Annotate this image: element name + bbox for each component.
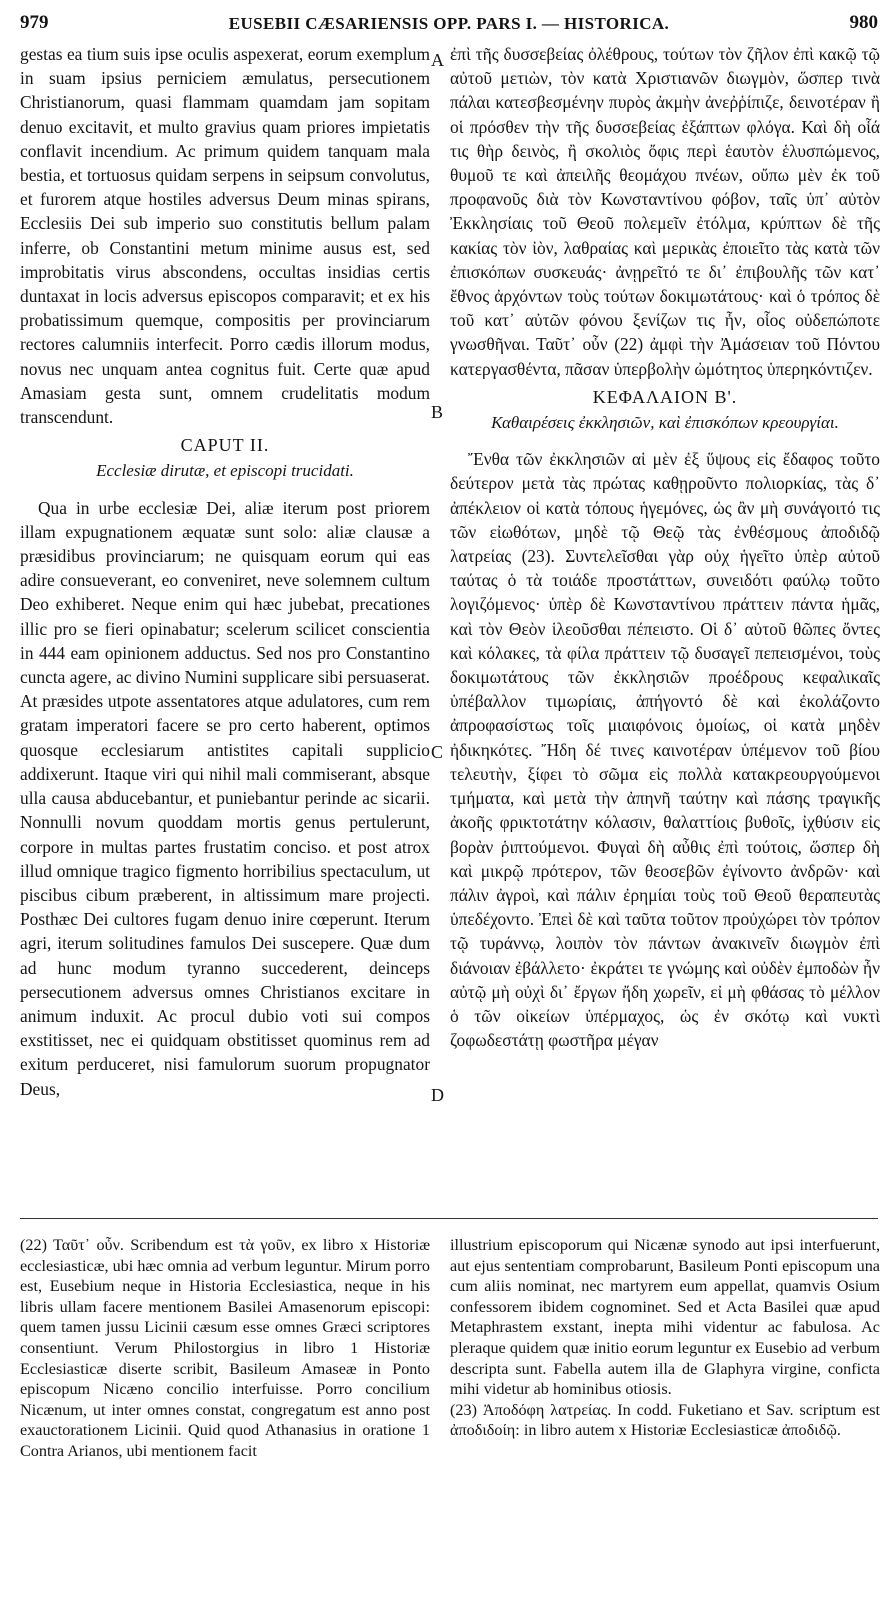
latin-chapter-subtitle: Ecclesiæ dirutæ, et episcopi trucidati. — [96, 461, 354, 481]
greek-paragraph: Ἔνθα τῶν ἐκκλησιῶν αἱ μὲν ἐξ ὕψους εἰς ἔδαφος τοῦτο δεύτερον μετὰ τὰς πρώτας καθῃροῦντο πολιορκίας, τὰς δ᾿ ἀπέκλειον οἱ κατὰ τόπους ἡγεμόνες, ὡς ἂν μὴ συνάγοιτό τις τῶν εἰωθότων, μηδὲ τῷ Θεῷ τὰς ἐνθέσμους ἀποδιδῷ λατρείας (23). Συντελεῖσθαι γὰρ οὐχ ἡγεῖτο ὑπὲρ αὐτοῦ ταύτας ὁ τὰ τοιάδε προστάττων, συνειδότι φαύλῳ τοῦτο λογιζόμενος· ὑπὲρ δὲ Κωνσταντίνου πράττειν πάντα ἡμᾶς, καὶ τὸν Θεὸν ἱλεοῦσθαι πέπειστο. Οἱ δ᾿ αὐτοῦ θῶπες ὄντες καὶ κόλακες, τὰ φίλα πράττειν τῷ δυσαγεῖ πεπεισμένοι, τοὺς δοκιμωτάτους τῶν ἐκκλησιῶν προέδρους κεφαλικαῖς ὑπέβαλλον τιμωρίαις, ἀπήγοντό δὲ καὶ ἐκολάζοντο ἀπροφασίστως τοῖς μιαιφόνοις ὁμοίως, οἱ κατὰ μηδὲν ἠδικηκότες. Ἤδη δέ τινες καινοτέραν ὑπέμενον τοῦ βίου τελευτὴν, ξίφει τὸ σῶμα εἰς πολλὰ κατακρεουργούμενοι τμήματα, καὶ μετὰ τὴν ἀπηνῆ ταύτην καὶ πάσης τραγικῆς ἀκοῆς φρικτοτάτην κόλασιν, θαλαττίοις βυθοῖς, ἰχθύσιν εἰς βορὰν ῥιπτούμενοι. Φυγαὶ δὴ αὖθις ἐπὶ τούτοις, ὥσπερ δὴ καὶ μικρῷ πρότερον, τῶν θεοσεβῶν ἐγίνοντο ἀνδρῶν· καὶ πάλιν ἀγροὶ, καὶ πάλιν ἐρημίαι τοὺς τοῦ Θεοῦ θεραπευτὰς ὑπεδέχοντο. Ἐπεὶ δὲ καὶ ταῦτα τοῦτον προὐχώρει τὸν τρόπον τῷ τυράννῳ, λοιπὸν τὸν πάντων ἀνακινεῖν διωγμὸν ἐπὶ διάνοιαν ἐβάλλετο· ἐκράτει τε γνώμης καὶ οὐδὲν ἐμποδὼν ἦν αὐτῷ μὴ οὐχὶ δι᾿ ἔργων ἤδη χωρεῖν, εἰ μὴ φθάσας τὸ μέλλον ὁ τῶν οἰκείων ὑπέρμαχος, ὡς ἐν σκότῳ καὶ νυκτὶ ζοφωδεστάτῃ φωστῆρα μέγαν — [450, 449, 880, 1051]
footnotes-left — [20, 1235, 430, 1462]
latin-column — [20, 42, 430, 1101]
latin-paragraph: gestas ea tium suis ipse oculis aspexerat, eorum exemplum in suam ipsius perniciem æmulatus, persecutionem Christianorum, quasi flammam quamdam jam sopitam denuo excitavit, et multo gravius quam priores impietatis conflavit incendium. Ac primum quidem tanquam mala bestia, et tortuosus quidam serpens in seipsum convolutus, et furorem atque hostiles adversus Deum minas spirans, Ecclesiis Dei sub imperio suo constitutis bellum palam inferre, ob Constantini metum minime ausus est, sed improbitatis virus abscondens, occultas insidias certis duntaxat in locis adversus episcopos comparavit; et ex his probatissimum quemque, compositis per provinciarum rectores calumniis interfecit. Porro cædis illorum modus, novus nec unquam antea cognitus fuit. Certe quæ apud Amasiam gesta sunt, omnem crudelitatis modum transcendunt. — [20, 44, 430, 428]
margin-letter-c: C — [431, 742, 444, 762]
greek-paragraph: ἐπὶ τῆς δυσσεβείας ὀλέθρους, τούτων τὸν ζῆλον ἐπὶ κακῷ τῷ αὐτοῦ μετιὼν, τὸν κατὰ Χριστιανῶν διωγμὸν, ὥσπερ τινὰ πάλαι κατεσβεσμένην πυρὸς ἀκμὴν ἀνεῤῥίπιζε, δεινοτέραν ἢ οἱ πρόσθεν τὴν τῆς δυσσεβείας ἐξάπτων φλόγα. Καὶ δὴ οἷά τις θὴρ δεινὸς, ἢ σκολιὸς ὄφις περὶ ἑαυτὸν ἑλυσπώμενος, θυμοῦ τε καὶ ἀπειλῆς θεομάχου πνέων, οὔπω μὲν ἐκ τοῦ προφανοῦς διὰ τὸν Κωνσταντίνου φόβον, ταῖς ὑπ᾿ αὐτὸν Ἐκκλησίαις τοῦ Θεοῦ πολεμεῖν ἐτόλμα, κρύπτων δὲ τῆς κακίας τὸν ἰὸν, λαθραίας καὶ μερικὰς ἐποιεῖτο τὰς κατὰ τῶν ἐπισκόπων συσκευάς· ἀνῃρεῖτό τε δι᾿ ἐπιβουλῆς τῶν κατ᾿ ἔθνος ἀρχόντων τοὺς τούτων δοκιμωτάτους· καὶ ὁ τρόπος δὲ τοῦ κατ᾿ αὐτῶν φόνου ξενίζων τις ἦν, οἷος οὐδεπώποτε γνωσθῆναι. Ταῦτ᾿ οὖν (22) ἀμφὶ τὴν Ἀμάσειαν τοῦ Πόντου κατεργασθέντα, πᾶσαν ὑπερβολὴν ὠμότητος ὑπερηκόντιζεν. — [450, 44, 880, 379]
greek-chapter-subtitle: Καθαιρέσεις ἐκκλησιῶν, καὶ ἐπισκόπων κρεουργίαι. — [491, 413, 839, 433]
footnote-divider — [20, 1218, 878, 1219]
footnote: (23) Ἀποδόφη λατρείας. In codd. Fuketiano et Sav. scriptum est ἀποδιδοίη: in libro autem x Historiæ Ecclesiasticæ ἀποδιδῷ. — [450, 1400, 880, 1440]
latin-paragraph: Qua in urbe ecclesiæ Dei, aliæ iterum post priorem illam expugnationem æquatæ sunt solo: aliæ clausæ a præsidibus provinciarum; ne quisquam eorum qui eas adire consueverant, eo conveniret, neve solemnem cultum Deo exhiberet. Neque enim qui hæc jubebat, precationes illic pro se fieri opinabatur; scelerum scilicet conscientia in 444 eam opinionem adductus. Sed nos pro Constantino cuncta agere, ac divino Numini supplicare sibi persuaserat. At præsides utpote assentatores atque adulatores, cum rem gratam imperatori facere se pro certo haberent, optimos quosque ecclesiarum antistites capitali supplicio addixerunt. Itaque viri qui nihil mali commiserant, absque ulla causa abducebantur, et puniebantur perinde ac sicarii. Nonnulli novum quoddam mortis genus pertulerunt, corpore in multas partes frustatim conciso. et post atrox illud omnique tragico figmento horribilius spectaculum, ut piscibus cibum præberent, in altissimum mare projecti. Posthæc Dei cultores fugam denuo inire cœperunt. Iterum agri, iterum solitudines famulos Dei suscepere. Quæ dum ad hunc modum tyranno succederent, deinceps persecutionem adversus omnes Christianos excitare in animum induxit. Ac procul dubio voti sui compos exstitisset, nec ei quidquam obstitisset quominus rem ad exitum perduceret, nisi famulorum suorum propugnator Deus, — [20, 497, 430, 1099]
page-number-right: 980 — [849, 12, 878, 33]
latin-chapter-title: CAPUT II. — [180, 435, 270, 456]
greek-chapter-title: ΚΕΦΑΛΑΙΟΝ Β'. — [592, 386, 738, 407]
footnotes-right — [450, 1235, 880, 1441]
running-title: EUSEBII CÆSARIENSIS OPP. PARS I. — HISTORICA. — [228, 14, 670, 33]
margin-letter-d: D — [431, 1085, 444, 1105]
greek-column — [450, 42, 880, 1052]
margin-letter-b: B — [431, 402, 444, 422]
running-head — [20, 12, 878, 36]
margin-letter-a: A — [431, 50, 444, 70]
page-number-left: 979 — [20, 12, 49, 33]
footnote: illustrium episcoporum qui Nicænæ synodo aut ipsi interfuerunt, aut ejus sententiam comprobarunt, Basileum Ponti episcopum una cum aliis nominat, nec martyrem eum appellat, quamvis Osium confessorem ibidem cognominet. Sed et Acta Basilei quæ apud Metaphrastem exstant, inepta mihi videntur ac fabulosa. Ac pleraque quidem quæ initio eorum leguntur ex Eusebio ad verbum descripta sunt. Fabella autem illa de Glaphyra virgine, conficta mihi videtur ab hominibus otiosis. — [450, 1236, 880, 1399]
footnote: (22) Ταῦτ᾿ οὖν. Scribendum est τὰ γοῦν, ex libro x Historiæ ecclesiasticæ, ubi hæc omnia ad verbum leguntur. Mirum porro est, Eusebium neque in Historia Ecclesiastica, neque in his libris ullam facere mentionem Basilei Amasenorum episcopi: quem tamen jussu Licinii cæsum esse omnes Græci scriptores consentiunt. Verum Philostorgius in libro 1 Historiæ Ecclesiasticæ diserte scribit, Basileum Amaseæ in Ponto episcopum Nicæno concilio interfuisse. Porro concilium Nicænum, ut inter omnes constat, congregatum est anno post exauctorationem Licinii. Quid quod Athanasius in oratione 1 Contra Arianos, ubi mentionem facit — [20, 1236, 430, 1460]
